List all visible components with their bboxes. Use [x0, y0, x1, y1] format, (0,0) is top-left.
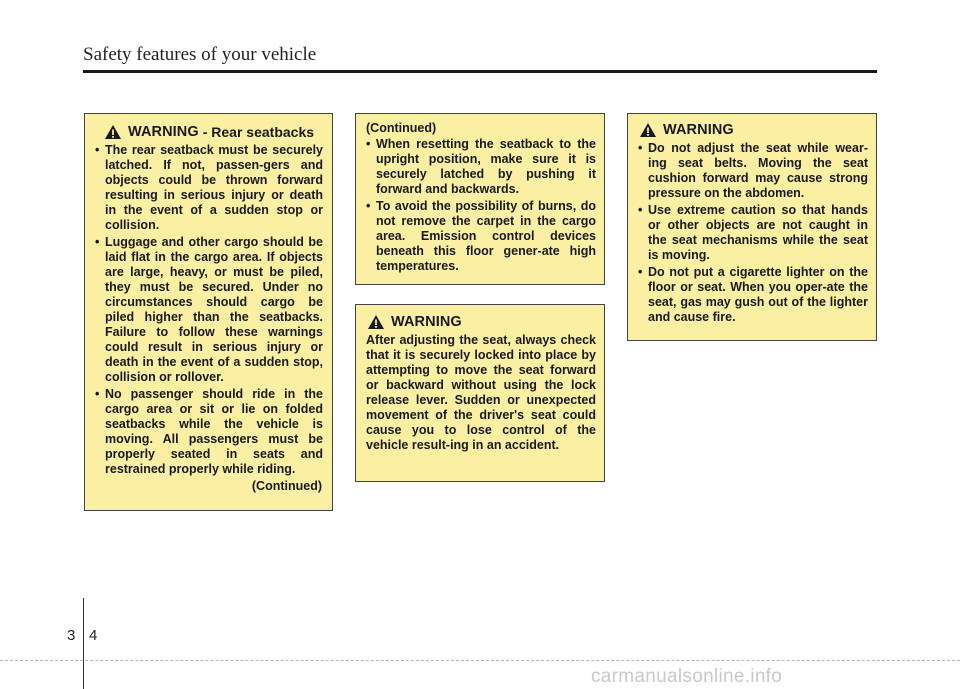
warning-item: • Luggage and other cargo should be laid flat in the cargo area. If objects are large, heavy, or must be piled, they must be secured. Under no circumstances should cargo be piled higher than the seatbacks. Failure to follow these warnings could result in serious injury or death in the event of a sudden stop, collision or rollover.	[95, 235, 323, 385]
page-number: 4	[89, 627, 98, 644]
warning-text: After adjusting the seat, always check that it is securely locked into place by attempting to move the seat forward or backward without using the lock release lever. Sudden or unexpected movement of the driver's seat could cause you to lose control of the vehicle result-ing in an accident.	[366, 333, 596, 452]
watermark: carmanualsonline.info	[591, 666, 783, 687]
warning-seat-adjust-box	[627, 113, 877, 341]
warning-title: WARNING	[663, 121, 734, 138]
header-rule	[83, 70, 877, 73]
warning-list	[366, 137, 596, 274]
footer-divider	[83, 598, 84, 689]
warning-title: WARNING	[391, 313, 462, 330]
warning-item: • To avoid the possibility of burns, do not remove the carpet in the cargo area. Emission control devices beneath this floor gener-ate high temperatures.	[366, 199, 596, 274]
warning-title: WARNING	[127, 123, 199, 140]
continued-warning-box	[355, 113, 605, 285]
continued-label: (Continued)	[251, 479, 322, 493]
page-header-title: Safety features of your vehicle	[83, 44, 317, 65]
continued-label: (Continued)	[366, 121, 437, 135]
warning-heading	[638, 122, 868, 138]
warning-list	[95, 143, 323, 477]
warning-triangle-icon	[104, 124, 122, 140]
warning-item: • No passenger should ride in the cargo area or sit or lie on folded seatbacks while the vehicle is moving. All passengers must be properly seated in seats and restrained properly while riding.	[95, 387, 323, 477]
warning-seat-lock-box	[355, 304, 605, 482]
chapter-number: 3	[67, 627, 76, 644]
warning-heading	[366, 314, 596, 330]
warning-heading	[95, 124, 323, 140]
warning-item: • When resetting the seatback to the upright position, make sure it is securely latched by pushing it forward and backwards.	[366, 137, 596, 197]
warning-list	[638, 141, 868, 325]
warning-subtitle: - Rear seatbacks	[202, 123, 315, 140]
warning-rear-seatbacks-box	[84, 113, 333, 511]
warning-item: • The rear seatback must be securely latched. If not, passen-gers and objects could be thrown forward resulting in serious injury or death in the event of a sudden stop or collision.	[95, 143, 323, 233]
warning-item: • Do not adjust the seat while wear-ing seat belts. Moving the seat cushion forward may cause strong pressure on the abdomen.	[638, 141, 868, 201]
warning-item: • Use extreme caution so that hands or other objects are not caught in the seat mechanisms while the seat is moving.	[638, 203, 868, 263]
warning-item: • Do not put a cigarette lighter on the floor or seat. When you oper-ate the seat, gas may gush out of the lighter and cause fire.	[638, 265, 868, 325]
warning-triangle-icon	[367, 314, 385, 330]
footer-dashed-rule	[0, 660, 960, 661]
warning-triangle-icon	[639, 122, 657, 138]
